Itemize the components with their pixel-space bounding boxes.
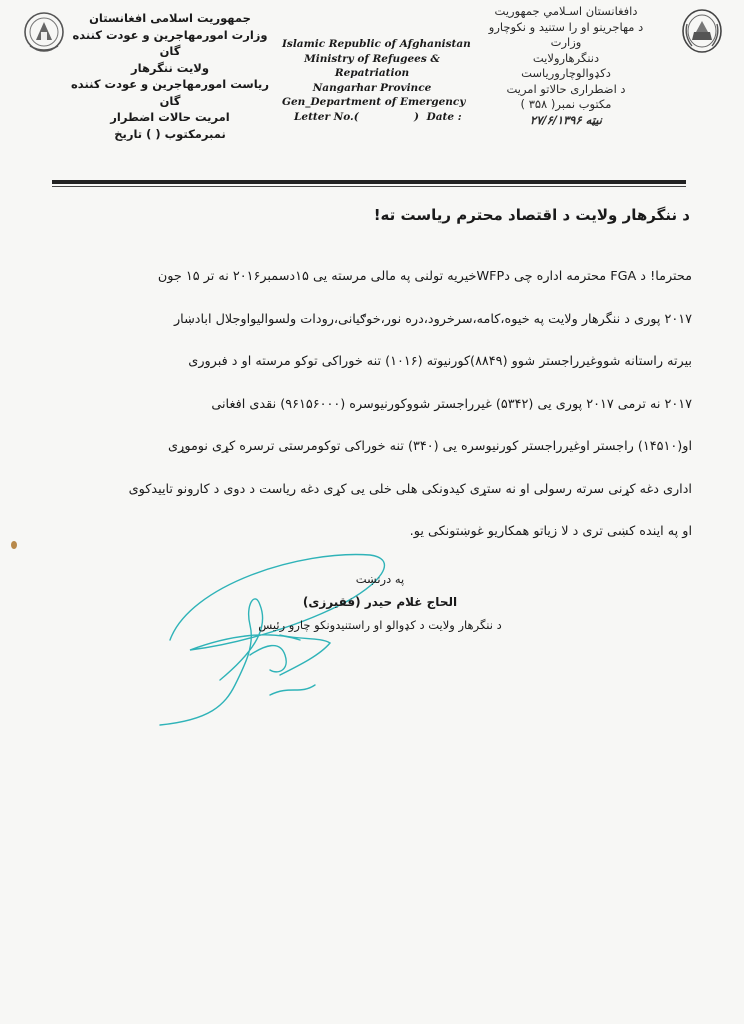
body-line: بیرته راستانه شووغیرراجستر شوو (۸۸۴۹)کورنیوته (۱۰۱۶) تنه خوراکی توکو مرسته او د فبروری [188, 354, 692, 369]
header-dari-line: گان [159, 44, 181, 58]
body-line: ۲۰۱۷ پوری د ننگرهار ولایت په خیوه،کامه،سرخرود،دره نور،خوګیانی،رودات ولسوالیواوجلال ابادښار [174, 311, 692, 327]
header-dari-line: جمهوریت اسلامی افغانستان [89, 11, 251, 25]
header-english-line: Repatriation [334, 67, 410, 79]
header-english-block [282, 37, 471, 124]
header-dari-block [60, 10, 280, 142]
header-divider-thin [52, 186, 686, 187]
date-label: Date : [426, 110, 462, 123]
header-dari-line: ریاست امورمهاجرین و عودت کننده [71, 77, 269, 91]
body-line: ۲۰۱۷ نه ترمی ۲۰۱۷ پوری یی (۵۳۴۲) غیرراجستر شووکورنیوسره (۹۶۱۵۶۰۰۰) نقدی افغانی [211, 396, 692, 412]
body-line: اداری دغه کړنی سرته رسولی او نه ستړی کیدونکی هلی خلی یی کړی دغه ریاست د دوی د کارونو تاییدکوی [128, 481, 692, 497]
letter-no-close: ) [413, 110, 419, 123]
salutation: د ننگرهار ولایت د اقتصاد محترم ریاست ته! [373, 206, 690, 224]
header-dari-line: گان [159, 93, 181, 108]
header-pashto-line: وزارت [550, 35, 582, 49]
header-pashto-line: د مهاجرينو او را ستنيد و نكوچارو [488, 19, 644, 34]
header-pashto-block [455, 4, 677, 128]
body-line: محترما! د FGA محترمه اداره چی دWFPخیریه تولنی په مالی مرسته یی ۱۵دسمبر۲۰۱۶ نه تر ۱۵ جون [157, 269, 692, 284]
signatory-name: الحاج غلام حیدر (فقیرزی) [302, 595, 458, 609]
header-english-line: Islamic Republic of Afghanistan [282, 38, 471, 50]
header-pashto-date: نیټه ۲۷/۶/۱۳۹۶ [530, 112, 602, 127]
letter-no-label: Letter No.( [294, 110, 359, 123]
header-pashto-line: دننگرهارولايت [532, 50, 600, 65]
header-english-line: Gen_Department of Emergency [282, 96, 466, 108]
header-dari-line: وزارت امورمهاجرین و عودت کننده [72, 27, 268, 42]
header-pashto-letter-number: مکتوب نمبر( ۳۵۸ ) [520, 97, 612, 111]
afghanistan-emblem-right [680, 6, 724, 54]
body-line: او په اینده کښی تری د لا زیاتو همکاریو غوښتونکی یو. [409, 524, 692, 539]
header-english-line: Nangarhar Province [312, 81, 432, 94]
letter-number-line [282, 110, 462, 125]
closing-regards: په درنښت [355, 572, 405, 586]
signatory-title: د ننگرهار ولایت د کډوالو او راستنیدونکو چارو رئیس [258, 618, 502, 632]
header-divider-thick [52, 180, 686, 184]
body-line: او(۱۴۵۱۰) راجستر اوغیرراجستر کورنیوسره یی (۳۴۰) تنه خوراکی توکومرستی ترسره کړی نوموړی [167, 439, 692, 454]
letter-body [60, 256, 692, 554]
closing-block [230, 568, 530, 637]
header-dari-letter-number: نمبرمکتوب ( ) تاریخ [114, 126, 226, 141]
header-english-line: Ministry of Refugees & [304, 52, 440, 65]
header-dari-line: امریت حالات اضطرار [110, 110, 230, 124]
paper-stain [10, 540, 18, 550]
header-pashto-line: دافغانستان اسـلامي جمهوريت [494, 4, 638, 18]
header-pashto-line: دكډوالوچاروریاست [521, 66, 611, 80]
header-pashto-line: د اضطراری حالاتو امریت [506, 81, 626, 96]
header-dari-line: ولایت ننگرهار [131, 60, 209, 75]
